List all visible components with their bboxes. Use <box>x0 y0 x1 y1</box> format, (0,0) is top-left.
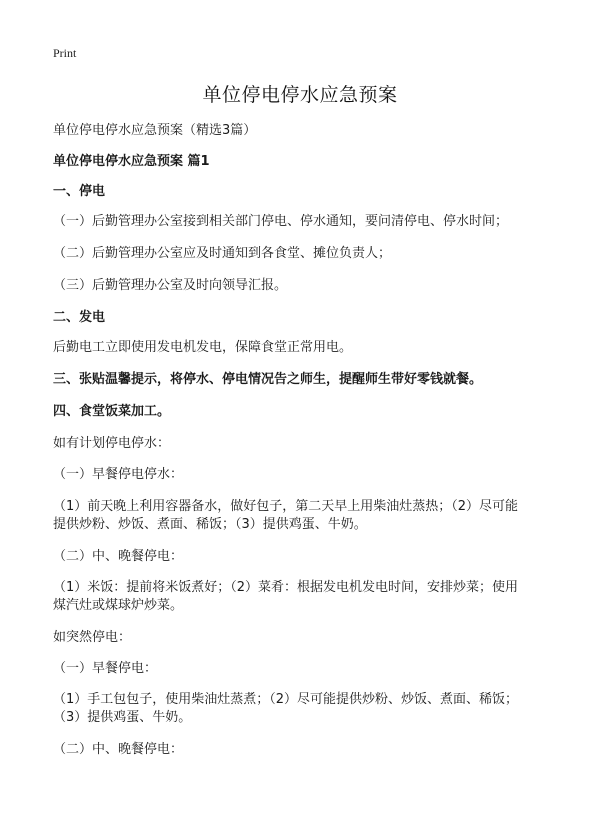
paragraph-item: （1）前天晚上利用容器备水，做好包子，第二天早上用柴油灶蒸热；（2）尽可能 <box>53 499 519 514</box>
paragraph-item: （二）后勤管理办公室应及时通知到各食堂、摊位负责人； <box>53 246 392 261</box>
heading-notice: 三、张贴温馨提示，将停水、停电情况告之师生，提醒师生带好零钱就餐。 <box>53 372 483 387</box>
page-title: 单位停电停水应急预案 <box>202 84 398 106</box>
heading-food-processing: 四、食堂饭菜加工。 <box>53 404 171 419</box>
paragraph-item: （一）早餐停电： <box>53 661 158 676</box>
print-label: Print <box>53 46 77 60</box>
paragraph-item: （三）后勤管理办公室及时向领导汇报。 <box>53 278 288 293</box>
paragraph-item: （二）中、晚餐停电： <box>53 742 184 757</box>
section-heading: 单位停电停水应急预案 篇1 <box>53 154 210 169</box>
heading-power-generation: 二、发电 <box>53 310 106 325</box>
paragraph-item: 煤汽灶或煤球炉炒菜。 <box>53 598 184 613</box>
heading-power-outage: 一、停电 <box>53 184 106 199</box>
paragraph-item: （二）中、晚餐停电： <box>53 549 184 564</box>
document-subtitle: 单位停电停水应急预案（精选3篇） <box>53 123 257 138</box>
paragraph-item: 提供炒粉、炒饭、煮面、稀饭；（3）提供鸡蛋、牛奶。 <box>53 517 367 532</box>
paragraph-item: 后勤电工立即使用发电机发电，保障食堂正常用电。 <box>53 340 353 355</box>
paragraph-item: （一）早餐停电停水： <box>53 467 184 482</box>
paragraph-item: 如突然停电： <box>53 630 132 645</box>
paragraph-item: （3）提供鸡蛋、牛奶。 <box>53 710 192 725</box>
paragraph-item: （1）手工包包子，使用柴油灶蒸煮；（2）尽可能提供炒粉、炒饭、煮面、稀饭； <box>53 692 519 707</box>
paragraph-item: （1）米饭：提前将米饭煮好；（2）菜肴：根据发电机发电时间，安排炒菜；使用 <box>53 580 519 595</box>
paragraph-item: 如有计划停电停水： <box>53 436 171 451</box>
paragraph-item: （一）后勤管理办公室接到相关部门停电、停水通知，要问清停电、停水时间； <box>53 214 509 229</box>
